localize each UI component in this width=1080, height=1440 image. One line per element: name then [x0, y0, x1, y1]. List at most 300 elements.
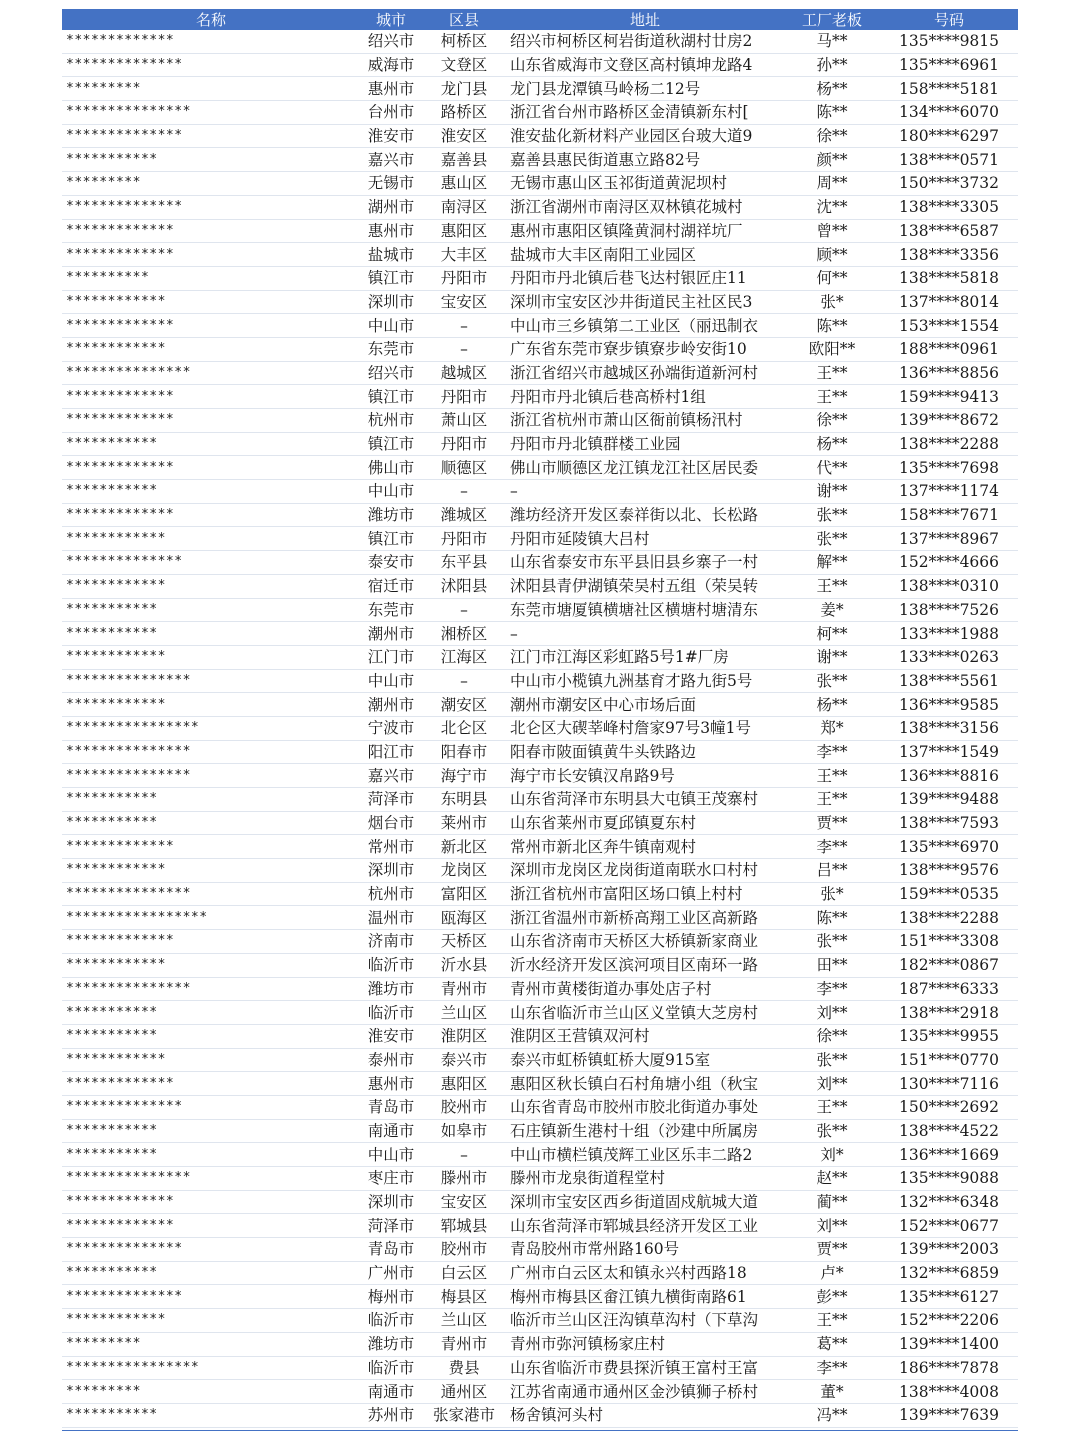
table-row	[62, 1001, 1018, 1025]
cell-county: –	[422, 337, 506, 361]
table-row	[62, 835, 1018, 859]
cell-county: –	[422, 669, 506, 693]
cell-name: *****************	[62, 906, 360, 930]
cell-city: 惠州市	[360, 1072, 422, 1096]
cell-phone: 158****7671	[880, 503, 1018, 527]
header-boss: 工厂老板	[784, 9, 880, 30]
cell-city: 温州市	[360, 906, 422, 930]
cell-city: 菏泽市	[360, 788, 422, 812]
cell-address: 潍坊经济开发区泰祥街以北、长松路	[506, 503, 784, 527]
cell-city: 烟台市	[360, 811, 422, 835]
table-row	[62, 1048, 1018, 1072]
cell-phone: 138****4008	[880, 1380, 1018, 1404]
cell-boss: 张**	[784, 527, 880, 551]
cell-county: 新北区	[422, 835, 506, 859]
cell-boss: 马**	[784, 30, 880, 53]
cell-boss: 田**	[784, 953, 880, 977]
cell-city: 佛山市	[360, 456, 422, 480]
cell-county: –	[422, 314, 506, 338]
cell-county: 北仑区	[422, 716, 506, 740]
cell-phone: 136****8816	[880, 764, 1018, 788]
cell-phone: 139****9488	[880, 788, 1018, 812]
cell-address: 中山市横栏镇茂辉工业区乐丰二路2	[506, 1143, 784, 1167]
cell-county: 龙岗区	[422, 859, 506, 883]
cell-county: 如皋市	[422, 1119, 506, 1143]
cell-address: 丹阳市延陵镇大吕村	[506, 527, 784, 551]
cell-county: 青州市	[422, 977, 506, 1001]
cell-name: *************	[62, 1190, 360, 1214]
cell-name: ***************	[62, 361, 360, 385]
cell-name: **************	[62, 551, 360, 575]
cell-city: 中山市	[360, 314, 422, 338]
cell-city: 惠州市	[360, 77, 422, 101]
cell-address: 惠州市惠阳区镇隆黄洞村湖祥坑厂	[506, 219, 784, 243]
cell-boss: 欧阳**	[784, 337, 880, 361]
cell-county: 丹阳市	[422, 266, 506, 290]
table-row	[62, 1072, 1018, 1096]
cell-boss: 王**	[784, 1309, 880, 1333]
table-row	[62, 882, 1018, 906]
cell-name: ****************	[62, 1356, 360, 1380]
header-phone: 号码	[880, 9, 1018, 30]
table-row	[62, 551, 1018, 575]
cell-boss: 彭**	[784, 1285, 880, 1309]
cell-boss: 沈**	[784, 195, 880, 219]
cell-phone: 136****1669	[880, 1143, 1018, 1167]
cell-address: 广东省东莞市寮步镇寮步岭安街10	[506, 337, 784, 361]
cell-county: 柯桥区	[422, 30, 506, 53]
cell-city: 宿迁市	[360, 574, 422, 598]
cell-city: 深圳市	[360, 1190, 422, 1214]
table-row	[62, 1261, 1018, 1285]
cell-boss: 刘*	[784, 1143, 880, 1167]
cell-phone: 152****2206	[880, 1309, 1018, 1333]
cell-city: 东莞市	[360, 598, 422, 622]
cell-address: 山东省济南市天桥区大桥镇新家商业	[506, 930, 784, 954]
cell-name: *************	[62, 243, 360, 267]
cell-name: *************	[62, 503, 360, 527]
cell-address: 山东省泰安市东平县旧县乡寨子一村	[506, 551, 784, 575]
table-row	[62, 906, 1018, 930]
cell-city: 中山市	[360, 1143, 422, 1167]
cell-county: 丹阳市	[422, 385, 506, 409]
cell-name: ***********	[62, 432, 360, 456]
cell-boss: 杨**	[784, 693, 880, 717]
table-row	[62, 124, 1018, 148]
cell-name: *********	[62, 1380, 360, 1404]
cell-phone: 152****4666	[880, 551, 1018, 575]
cell-county: 白云区	[422, 1261, 506, 1285]
cell-county: 路桥区	[422, 101, 506, 125]
cell-county: 莱州市	[422, 811, 506, 835]
cell-address: 山东省威海市文登区高村镇坤龙路4	[506, 53, 784, 77]
cell-address: 浙江省台州市路桥区金清镇新东村[	[506, 101, 784, 125]
cell-county: 胶州市	[422, 1095, 506, 1119]
cell-address: 丹阳市丹北镇后巷高桥村1组	[506, 385, 784, 409]
table-row	[62, 1095, 1018, 1119]
cell-city: 杭州市	[360, 409, 422, 433]
cell-address: 山东省青岛市胶州市胶北街道办事处	[506, 1095, 784, 1119]
cell-phone: 135****9955	[880, 1024, 1018, 1048]
cell-county: 费县	[422, 1356, 506, 1380]
cell-phone: 138****2288	[880, 906, 1018, 930]
table-row	[62, 1119, 1018, 1143]
cell-city: 南通市	[360, 1380, 422, 1404]
cell-county: 宝安区	[422, 1190, 506, 1214]
cell-address: 山东省菏泽市郓城县经济开发区工业	[506, 1214, 784, 1238]
cell-address: 山东省菏泽市东明县大屯镇王茂寨村	[506, 788, 784, 812]
table-row	[62, 1238, 1018, 1262]
cell-county: 兰山区	[422, 1001, 506, 1025]
table-row	[62, 361, 1018, 385]
cell-city: 绍兴市	[360, 30, 422, 53]
cell-boss: 赵**	[784, 1167, 880, 1191]
cell-city: 江门市	[360, 645, 422, 669]
cell-boss: 葛**	[784, 1332, 880, 1356]
cell-name: **************	[62, 53, 360, 77]
cell-boss: 刘**	[784, 1214, 880, 1238]
table-row	[62, 266, 1018, 290]
cell-phone: 151****3308	[880, 930, 1018, 954]
cell-county: 湘桥区	[422, 622, 506, 646]
cell-name: ***********	[62, 148, 360, 172]
cell-phone: 136****9585	[880, 693, 1018, 717]
table-row	[62, 764, 1018, 788]
cell-name: *********	[62, 77, 360, 101]
table-row	[62, 456, 1018, 480]
cell-name: ***********	[62, 480, 360, 504]
table-bottom-border	[62, 1430, 1018, 1431]
cell-boss: 陈**	[784, 101, 880, 125]
table-row	[62, 1332, 1018, 1356]
cell-boss: 陈**	[784, 906, 880, 930]
table-row	[62, 243, 1018, 267]
cell-boss: 李**	[784, 835, 880, 859]
cell-name: *************	[62, 456, 360, 480]
cell-name: ***********	[62, 598, 360, 622]
table-row	[62, 172, 1018, 196]
cell-city: 嘉兴市	[360, 764, 422, 788]
cell-county: 梅县区	[422, 1285, 506, 1309]
cell-city: 无锡市	[360, 172, 422, 196]
cell-city: 嘉兴市	[360, 148, 422, 172]
cell-county: 惠阳区	[422, 1072, 506, 1096]
cell-name: **************	[62, 1095, 360, 1119]
cell-address: –	[506, 622, 784, 646]
cell-phone: 150****2692	[880, 1095, 1018, 1119]
cell-county: 江海区	[422, 645, 506, 669]
header-city: 城市	[360, 9, 422, 30]
table-row	[62, 574, 1018, 598]
cell-county: 东平县	[422, 551, 506, 575]
table-row	[62, 219, 1018, 243]
cell-name: ************	[62, 645, 360, 669]
cell-boss: 解**	[784, 551, 880, 575]
cell-name: **************	[62, 1238, 360, 1262]
header-county: 区县	[422, 9, 506, 30]
cell-county: 越城区	[422, 361, 506, 385]
cell-city: 宁波市	[360, 716, 422, 740]
cell-address: 青岛胶州市常州路160号	[506, 1238, 784, 1262]
cell-address: 嘉善县惠民街道惠立路82号	[506, 148, 784, 172]
cell-name: *************	[62, 930, 360, 954]
cell-name: ***********	[62, 811, 360, 835]
cell-phone: 137****8967	[880, 527, 1018, 551]
cell-boss: 曾**	[784, 219, 880, 243]
cell-phone: 135****6961	[880, 53, 1018, 77]
cell-county: 天桥区	[422, 930, 506, 954]
table-row	[62, 385, 1018, 409]
cell-address: 青州市黄楼街道办事处店子村	[506, 977, 784, 1001]
cell-phone: 138****2288	[880, 432, 1018, 456]
table-row	[62, 1356, 1018, 1380]
table-row	[62, 1380, 1018, 1404]
cell-county: 富阳区	[422, 882, 506, 906]
cell-boss: 张*	[784, 290, 880, 314]
cell-city: 青岛市	[360, 1095, 422, 1119]
cell-boss: 姜*	[784, 598, 880, 622]
table-row	[62, 811, 1018, 835]
cell-city: 淮安市	[360, 124, 422, 148]
table-row	[62, 409, 1018, 433]
cell-city: 东莞市	[360, 337, 422, 361]
cell-phone: 138****3156	[880, 716, 1018, 740]
cell-boss: 代**	[784, 456, 880, 480]
cell-phone: 138****3305	[880, 195, 1018, 219]
cell-phone: 138****5561	[880, 669, 1018, 693]
cell-address: 山东省临沂市费县探沂镇王富村王富	[506, 1356, 784, 1380]
cell-address: 深圳市龙岗区龙岗街道南联水口村村	[506, 859, 784, 883]
cell-address: 梅州市梅县区畲江镇九横街南路61	[506, 1285, 784, 1309]
cell-phone: 135****9088	[880, 1167, 1018, 1191]
cell-county: 胶州市	[422, 1238, 506, 1262]
table-row	[62, 669, 1018, 693]
cell-boss: 陈**	[784, 314, 880, 338]
cell-boss: 王**	[784, 574, 880, 598]
cell-county: 沂水县	[422, 953, 506, 977]
table-row	[62, 953, 1018, 977]
cell-boss: 王**	[784, 788, 880, 812]
cell-address: 江苏省南通市通州区金沙镇狮子桥村	[506, 1380, 784, 1404]
table-row	[62, 1309, 1018, 1333]
cell-phone: 135****7698	[880, 456, 1018, 480]
table-row	[62, 148, 1018, 172]
cell-address: 盐城市大丰区南阳工业园区	[506, 243, 784, 267]
cell-phone: 132****6859	[880, 1261, 1018, 1285]
cell-phone: 186****7878	[880, 1356, 1018, 1380]
table-row	[62, 859, 1018, 883]
cell-name: ***********	[62, 1119, 360, 1143]
cell-city: 临沂市	[360, 1309, 422, 1333]
cell-city: 深圳市	[360, 290, 422, 314]
table-row	[62, 480, 1018, 504]
cell-county: –	[422, 1143, 506, 1167]
cell-name: **************	[62, 124, 360, 148]
cell-county: 嘉善县	[422, 148, 506, 172]
cell-phone: 130****7116	[880, 1072, 1018, 1096]
cell-city: 泰州市	[360, 1048, 422, 1072]
cell-boss: 周**	[784, 172, 880, 196]
cell-phone: 139****7639	[880, 1403, 1018, 1427]
cell-boss: 张**	[784, 1119, 880, 1143]
cell-city: 临沂市	[360, 1001, 422, 1025]
cell-city: 枣庄市	[360, 1167, 422, 1191]
cell-phone: 138****7593	[880, 811, 1018, 835]
cell-county: 龙门县	[422, 77, 506, 101]
cell-boss: 张**	[784, 930, 880, 954]
cell-boss: 贾**	[784, 811, 880, 835]
cell-phone: 150****3732	[880, 172, 1018, 196]
cell-boss: 郑*	[784, 716, 880, 740]
cell-city: 镇江市	[360, 527, 422, 551]
table-header	[62, 9, 1018, 30]
cell-county: 文登区	[422, 53, 506, 77]
table-row	[62, 788, 1018, 812]
cell-boss: 杨**	[784, 77, 880, 101]
cell-address: 绍兴市柯桥区柯岩街道秋湖村廿房2	[506, 30, 784, 53]
cell-city: 淮安市	[360, 1024, 422, 1048]
cell-name: **************	[62, 195, 360, 219]
cell-phone: 138****0310	[880, 574, 1018, 598]
cell-county: 南浔区	[422, 195, 506, 219]
cell-city: 台州市	[360, 101, 422, 125]
cell-address: 广州市白云区太和镇永兴村西路18	[506, 1261, 784, 1285]
cell-county: 惠阳区	[422, 219, 506, 243]
cell-phone: 139****1400	[880, 1332, 1018, 1356]
cell-address: 佛山市顺德区龙江镇龙江社区居民委	[506, 456, 784, 480]
cell-address: 沂水经济开发区滨河项目区南环一路	[506, 953, 784, 977]
cell-name: *************	[62, 1214, 360, 1238]
cell-phone: 138****5818	[880, 266, 1018, 290]
cell-county: 张家港市	[422, 1403, 506, 1427]
cell-boss: 王**	[784, 361, 880, 385]
cell-boss: 王**	[784, 1095, 880, 1119]
cell-city: 济南市	[360, 930, 422, 954]
cell-phone: 180****6297	[880, 124, 1018, 148]
cell-name: ***********	[62, 1143, 360, 1167]
table-row	[62, 290, 1018, 314]
cell-city: 潍坊市	[360, 1332, 422, 1356]
cell-phone: 138****2918	[880, 1001, 1018, 1025]
cell-phone: 139****8672	[880, 409, 1018, 433]
cell-name: **********	[62, 266, 360, 290]
cell-city: 南通市	[360, 1119, 422, 1143]
cell-name: ************	[62, 1048, 360, 1072]
cell-address: 浙江省杭州市萧山区衙前镇杨汛村	[506, 409, 784, 433]
cell-address: 常州市新北区奔牛镇南观村	[506, 835, 784, 859]
cell-phone: 138****4522	[880, 1119, 1018, 1143]
table-row	[62, 1403, 1018, 1427]
cell-name: ************	[62, 527, 360, 551]
cell-address: 浙江省温州市新桥高翔工业区高新路	[506, 906, 784, 930]
table-row	[62, 1190, 1018, 1214]
cell-county: –	[422, 598, 506, 622]
cell-boss: 徐**	[784, 409, 880, 433]
cell-county: 青州市	[422, 1332, 506, 1356]
cell-boss: 贾**	[784, 1238, 880, 1262]
cell-city: 盐城市	[360, 243, 422, 267]
cell-address: 惠阳区秋长镇白石村角塘小组（秋宝	[506, 1072, 784, 1096]
cell-address: 丹阳市丹北镇群楼工业园	[506, 432, 784, 456]
cell-county: 沭阳县	[422, 574, 506, 598]
cell-boss: 卢*	[784, 1261, 880, 1285]
cell-name: ***********	[62, 788, 360, 812]
cell-boss: 吕**	[784, 859, 880, 883]
cell-phone: 159****0535	[880, 882, 1018, 906]
cell-county: 淮安区	[422, 124, 506, 148]
cell-name: ***********	[62, 1001, 360, 1025]
cell-phone: 138****9576	[880, 859, 1018, 883]
table-row	[62, 645, 1018, 669]
cell-county: 东明县	[422, 788, 506, 812]
cell-city: 镇江市	[360, 432, 422, 456]
cell-address: 淮阴区王营镇双河村	[506, 1024, 784, 1048]
cell-phone: 152****0677	[880, 1214, 1018, 1238]
cell-address: 临沂市兰山区汪沟镇草沟村（下草沟	[506, 1309, 784, 1333]
cell-name: ************	[62, 1309, 360, 1333]
cell-address: 山东省临沂市兰山区义堂镇大芝房村	[506, 1001, 784, 1025]
table-row	[62, 1143, 1018, 1167]
cell-county: 顺德区	[422, 456, 506, 480]
cell-address: 石庄镇新生港村十组（沙建中所属房	[506, 1119, 784, 1143]
cell-address: 沭阳县青伊湖镇荣吴村五组（荣吴转	[506, 574, 784, 598]
cell-name: *************	[62, 385, 360, 409]
cell-address: 深圳市宝安区沙井街道民主社区民3	[506, 290, 784, 314]
cell-phone: 158****5181	[880, 77, 1018, 101]
table-row	[62, 1167, 1018, 1191]
cell-county: 宝安区	[422, 290, 506, 314]
cell-city: 潍坊市	[360, 503, 422, 527]
cell-county: 萧山区	[422, 409, 506, 433]
cell-name: ***************	[62, 1167, 360, 1191]
cell-name: ***********	[62, 622, 360, 646]
cell-city: 青岛市	[360, 1238, 422, 1262]
cell-county: 海宁市	[422, 764, 506, 788]
cell-boss: 顾**	[784, 243, 880, 267]
cell-boss: 王**	[784, 385, 880, 409]
cell-phone: 135****9815	[880, 30, 1018, 53]
cell-address: 北仑区大碶莘峰村詹家97号3幢1号	[506, 716, 784, 740]
cell-boss: 刘**	[784, 1072, 880, 1096]
cell-boss: 王**	[784, 764, 880, 788]
cell-name: ************	[62, 574, 360, 598]
cell-address: 淮安盐化新材料产业园区台玻大道9	[506, 124, 784, 148]
table-row	[62, 1214, 1018, 1238]
header-name: 名称	[62, 9, 360, 30]
cell-address: 杨舍镇河头村	[506, 1403, 784, 1427]
cell-county: 兰山区	[422, 1309, 506, 1333]
cell-boss: 李**	[784, 740, 880, 764]
cell-name: ***************	[62, 740, 360, 764]
cell-address: 阳春市陂面镇黄牛头铁路边	[506, 740, 784, 764]
cell-boss: 柯**	[784, 622, 880, 646]
cell-address: 浙江省湖州市南浔区双林镇花城村	[506, 195, 784, 219]
table-row	[62, 693, 1018, 717]
cell-phone: 133****1988	[880, 622, 1018, 646]
cell-name: *************	[62, 314, 360, 338]
cell-phone: 135****6127	[880, 1285, 1018, 1309]
cell-county: 丹阳市	[422, 527, 506, 551]
cell-city: 潍坊市	[360, 977, 422, 1001]
cell-phone: 135****6970	[880, 835, 1018, 859]
cell-county: 郓城县	[422, 1214, 506, 1238]
table-row	[62, 1285, 1018, 1309]
cell-county: –	[422, 480, 506, 504]
cell-city: 临沂市	[360, 953, 422, 977]
cell-boss: 谢**	[784, 480, 880, 504]
cell-boss: 李**	[784, 1356, 880, 1380]
cell-phone: 137****1549	[880, 740, 1018, 764]
